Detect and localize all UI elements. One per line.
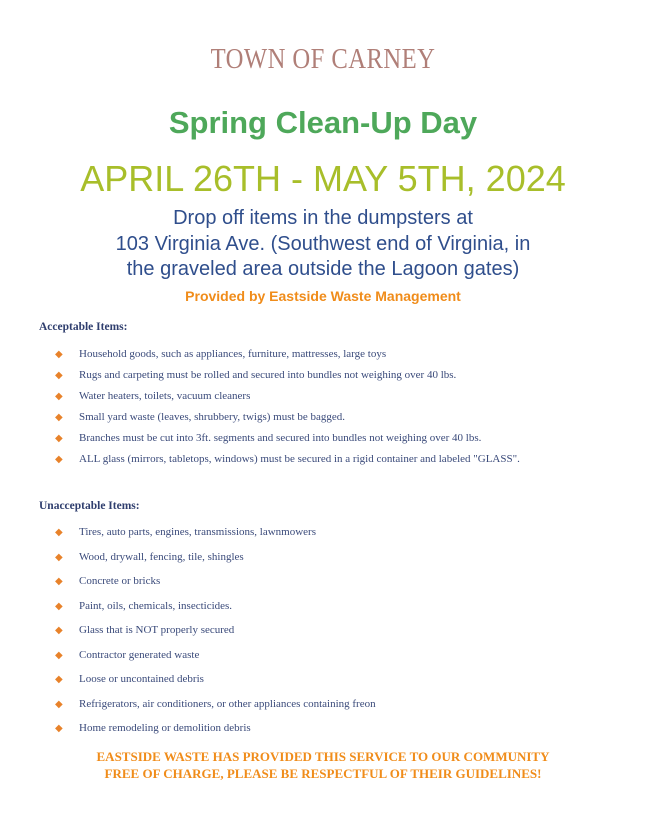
bullet-icon: ◆ [55, 349, 63, 360]
acceptable-list [0, 348, 646, 483]
acceptable-heading: Acceptable Items: [39, 321, 128, 333]
bullet-icon: ◆ [55, 370, 63, 381]
list-item [0, 432, 646, 453]
item-text: Refrigerators, air conditioners, or other appliances containing freon [79, 697, 376, 710]
list-item [0, 551, 646, 576]
bullet-icon: ◆ [55, 412, 63, 423]
bullet-icon: ◆ [55, 551, 63, 563]
item-text: ALL glass (mirrors, tabletops, windows) must be secured in a rigid container and labeled "GLASS". [79, 453, 520, 465]
list-item [0, 453, 646, 483]
location-line: 103 Virginia Ave. (Southwest end of Virginia, in [115, 232, 531, 255]
bullet-icon: ◆ [55, 625, 63, 636]
bullet-icon: ◆ [55, 454, 63, 465]
list-item [0, 673, 646, 698]
item-text: Glass that is NOT properly secured [79, 624, 235, 636]
bullet-icon: ◆ [55, 674, 63, 685]
item-text: Water heaters, toilets, vacuum cleaners [79, 390, 251, 402]
unacceptable-heading: Unacceptable Items: [39, 500, 140, 512]
list-item [0, 649, 646, 674]
footer-notice [0, 748, 646, 782]
item-text: Tires, auto parts, engines, transmissions, lawnmowers [79, 526, 316, 538]
location-line: Drop off items in the dumpsters at [173, 207, 473, 229]
event-title: Spring Clean-Up Day [168, 105, 478, 140]
bullet-icon: ◆ [55, 600, 63, 612]
location-line: the graveled area outside the Lagoon gates) [126, 258, 520, 280]
list-item [0, 369, 646, 390]
event-dates: APRIL 26TH - MAY 5TH, 2024 [80, 158, 566, 199]
bullet-icon: ◆ [55, 649, 63, 661]
item-text: Household goods, such as appliances, furniture, mattresses, large toys [79, 348, 387, 360]
bullet-icon: ◆ [55, 723, 63, 734]
list-item [0, 575, 646, 600]
list-item [0, 600, 646, 625]
list-item [0, 348, 646, 369]
item-text: Paint, oils, chemicals, insecticides. [79, 599, 233, 612]
bullet-icon: ◆ [55, 576, 63, 587]
list-item [0, 698, 646, 723]
town-name: TOWN OF CARNEY [210, 44, 436, 75]
list-item [0, 411, 646, 432]
item-text: Branches must be cut into 3ft. segments and secured into bundles not weighing over 40 lbs. [79, 432, 482, 444]
item-text: Contractor generated waste [79, 648, 200, 661]
footer-line: FREE OF CHARGE, PLEASE BE RESPECTFUL OF THEIR GUIDELINES! [104, 766, 542, 781]
bullet-icon: ◆ [55, 527, 63, 538]
list-item [0, 624, 646, 649]
item-text: Wood, drywall, fencing, tile, shingles [79, 550, 244, 563]
bullet-icon: ◆ [55, 698, 63, 710]
provided-by: Provided by Eastside Waste Management [185, 288, 461, 304]
list-item [0, 526, 646, 551]
item-text: Loose or uncontained debris [79, 673, 204, 685]
bullet-icon: ◆ [55, 391, 63, 402]
list-item [0, 390, 646, 411]
list-item [0, 722, 646, 747]
item-text: Rugs and carpeting must be rolled and secured into bundles not weighing over 40 lbs. [79, 369, 457, 381]
item-text: Small yard waste (leaves, shrubbery, twigs) must be bagged. [79, 411, 345, 423]
dropoff-location [0, 206, 646, 283]
unacceptable-list [0, 526, 646, 747]
bullet-icon: ◆ [55, 433, 63, 444]
footer-line: EASTSIDE WASTE HAS PROVIDED THIS SERVICE TO OUR COMMUNITY [96, 749, 550, 764]
item-text: Concrete or bricks [79, 575, 161, 587]
item-text: Home remodeling or demolition debris [79, 722, 251, 734]
